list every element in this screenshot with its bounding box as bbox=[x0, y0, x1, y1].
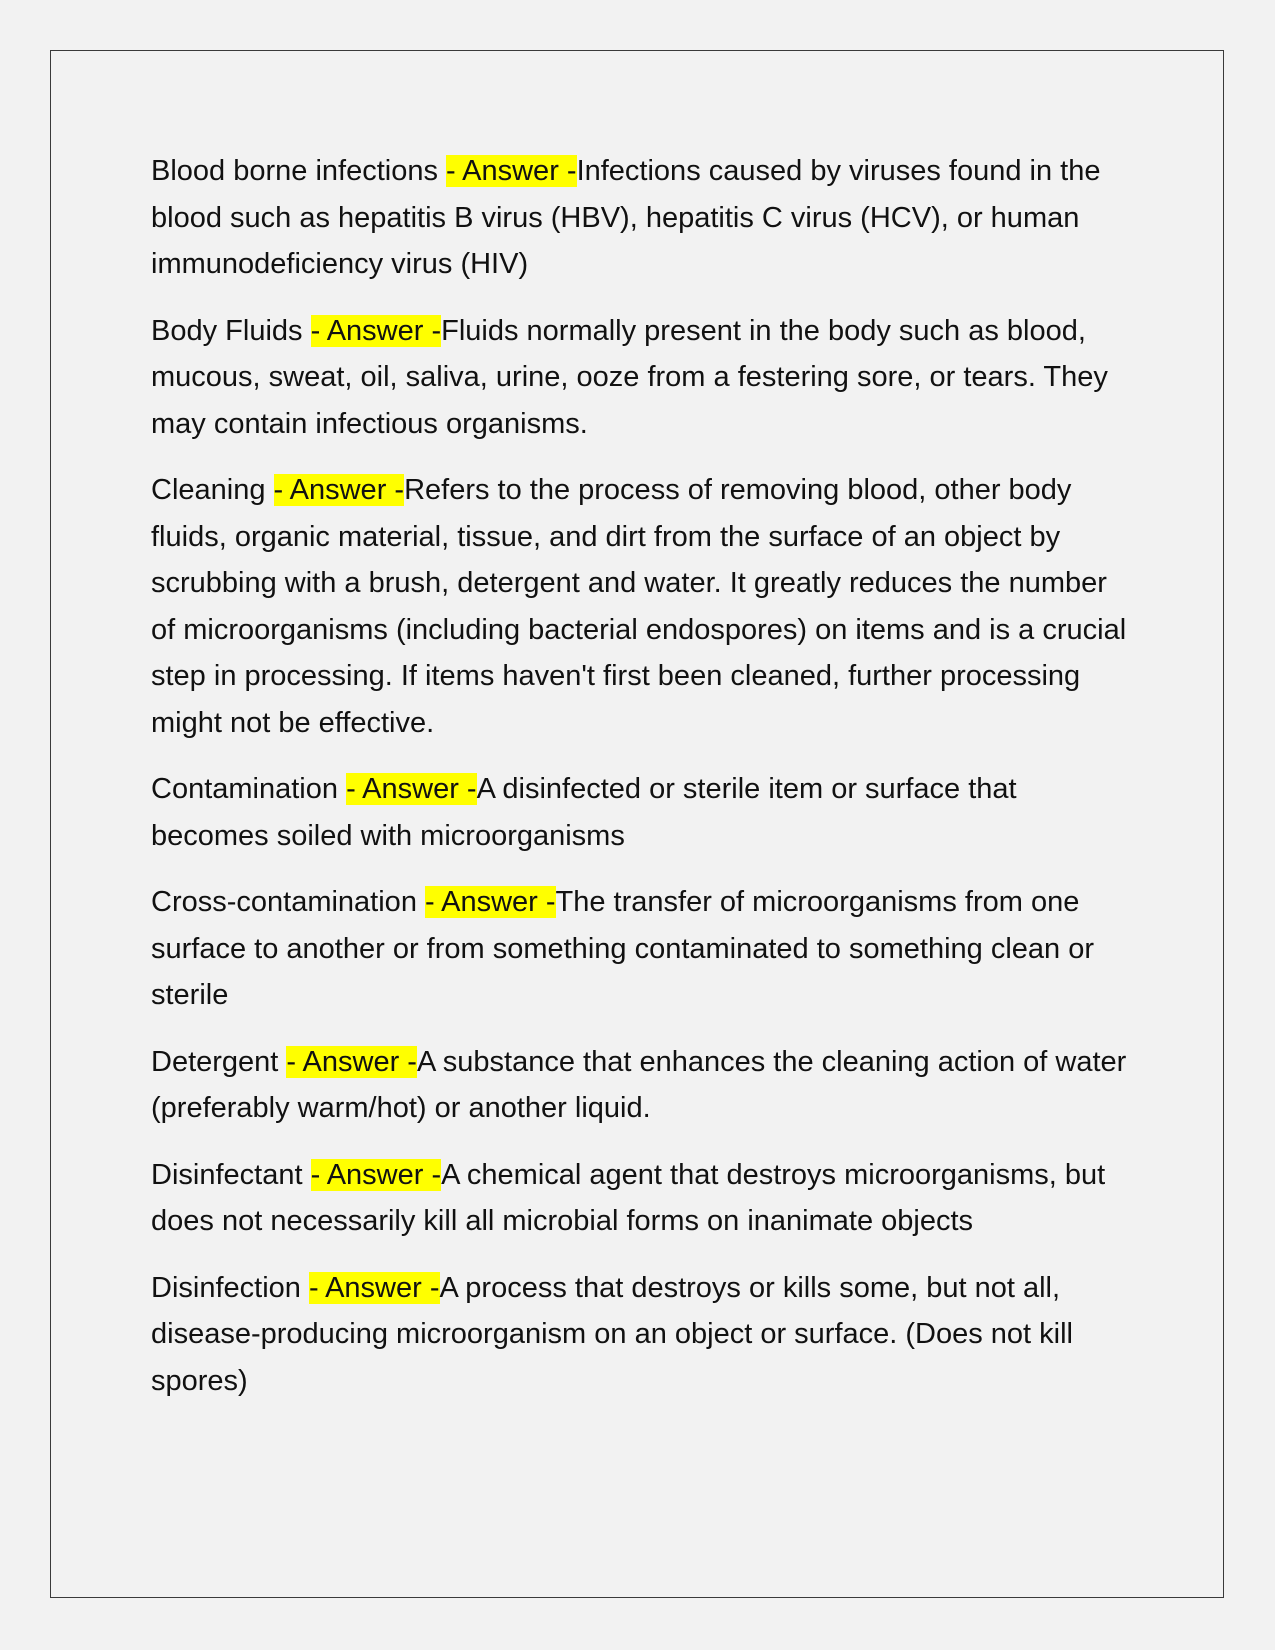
answer-marker: - Answer - bbox=[425, 886, 556, 918]
answer-marker: - Answer - bbox=[346, 773, 477, 805]
definition: A substance that enhances the cleaning action of water (preferably warm/hot) or another liquid. bbox=[151, 1045, 1127, 1124]
glossary-entry-cleaning bbox=[151, 467, 1131, 746]
definition: Refers to the process of removing blood, other body fluids, organic material, tissue, and dirt from the surface of an object by scrubbing with a brush, detergent and water. It greatly reduces the number of microorganisms (including bacterial endospores) on items and is a crucial step in processing. If items haven't first been cleaned, further processing might not be effective. bbox=[151, 474, 1127, 739]
glossary-entry-disinfection bbox=[151, 1265, 1131, 1405]
term: Contamination bbox=[151, 773, 347, 805]
term: Blood borne infections bbox=[151, 155, 447, 187]
definition: Infections caused by viruses found in the blood such as hepatitis B virus (HBV), hepatitis C virus (HCV), or human immunodeficiency virus (HIV) bbox=[151, 155, 1101, 280]
glossary-entry-body-fluids bbox=[151, 308, 1131, 448]
definition: A disinfected or sterile item or surface that becomes soiled with microorganisms bbox=[151, 773, 1017, 852]
answer-marker: - Answer - bbox=[446, 155, 577, 187]
answer-marker: - Answer - bbox=[310, 1158, 442, 1191]
answer-marker: - Answer - bbox=[308, 1271, 440, 1304]
document-body bbox=[151, 148, 1131, 1424]
definition: The transfer of microorganisms from one surface to another or from something contaminated to something clean or sterile bbox=[151, 886, 1095, 1011]
answer-marker: - Answer - bbox=[310, 314, 442, 347]
glossary-entry-disinfectant bbox=[151, 1152, 1131, 1245]
glossary-entry-cross-contamination bbox=[151, 879, 1131, 1019]
term: Disinfectant bbox=[151, 1158, 311, 1191]
term: Detergent bbox=[151, 1045, 287, 1078]
glossary-entry-blood-borne-infections bbox=[151, 148, 1131, 288]
glossary-entry-contamination bbox=[151, 766, 1131, 859]
definition: Fluids normally present in the body such as blood, mucous, sweat, oil, saliva, urine, ooze from a festering sore, or tears. They may contain infectious organisms. bbox=[151, 314, 1108, 440]
term: Cross-contamination bbox=[151, 886, 425, 918]
definition: A chemical agent that destroys microorganisms, but does not necessarily kill all microbial forms on inanimate objects bbox=[151, 1158, 1106, 1237]
term: Disinfection bbox=[151, 1271, 309, 1304]
answer-marker: - Answer - bbox=[273, 474, 405, 506]
term: Cleaning bbox=[151, 474, 274, 506]
answer-marker: - Answer - bbox=[286, 1045, 417, 1078]
term: Body Fluids bbox=[151, 314, 311, 347]
definition: A process that destroys or kills some, but not all, disease-producing microorganism on an object or surface. (Does not kill spores) bbox=[151, 1271, 1073, 1397]
glossary-entry-detergent bbox=[151, 1039, 1131, 1132]
